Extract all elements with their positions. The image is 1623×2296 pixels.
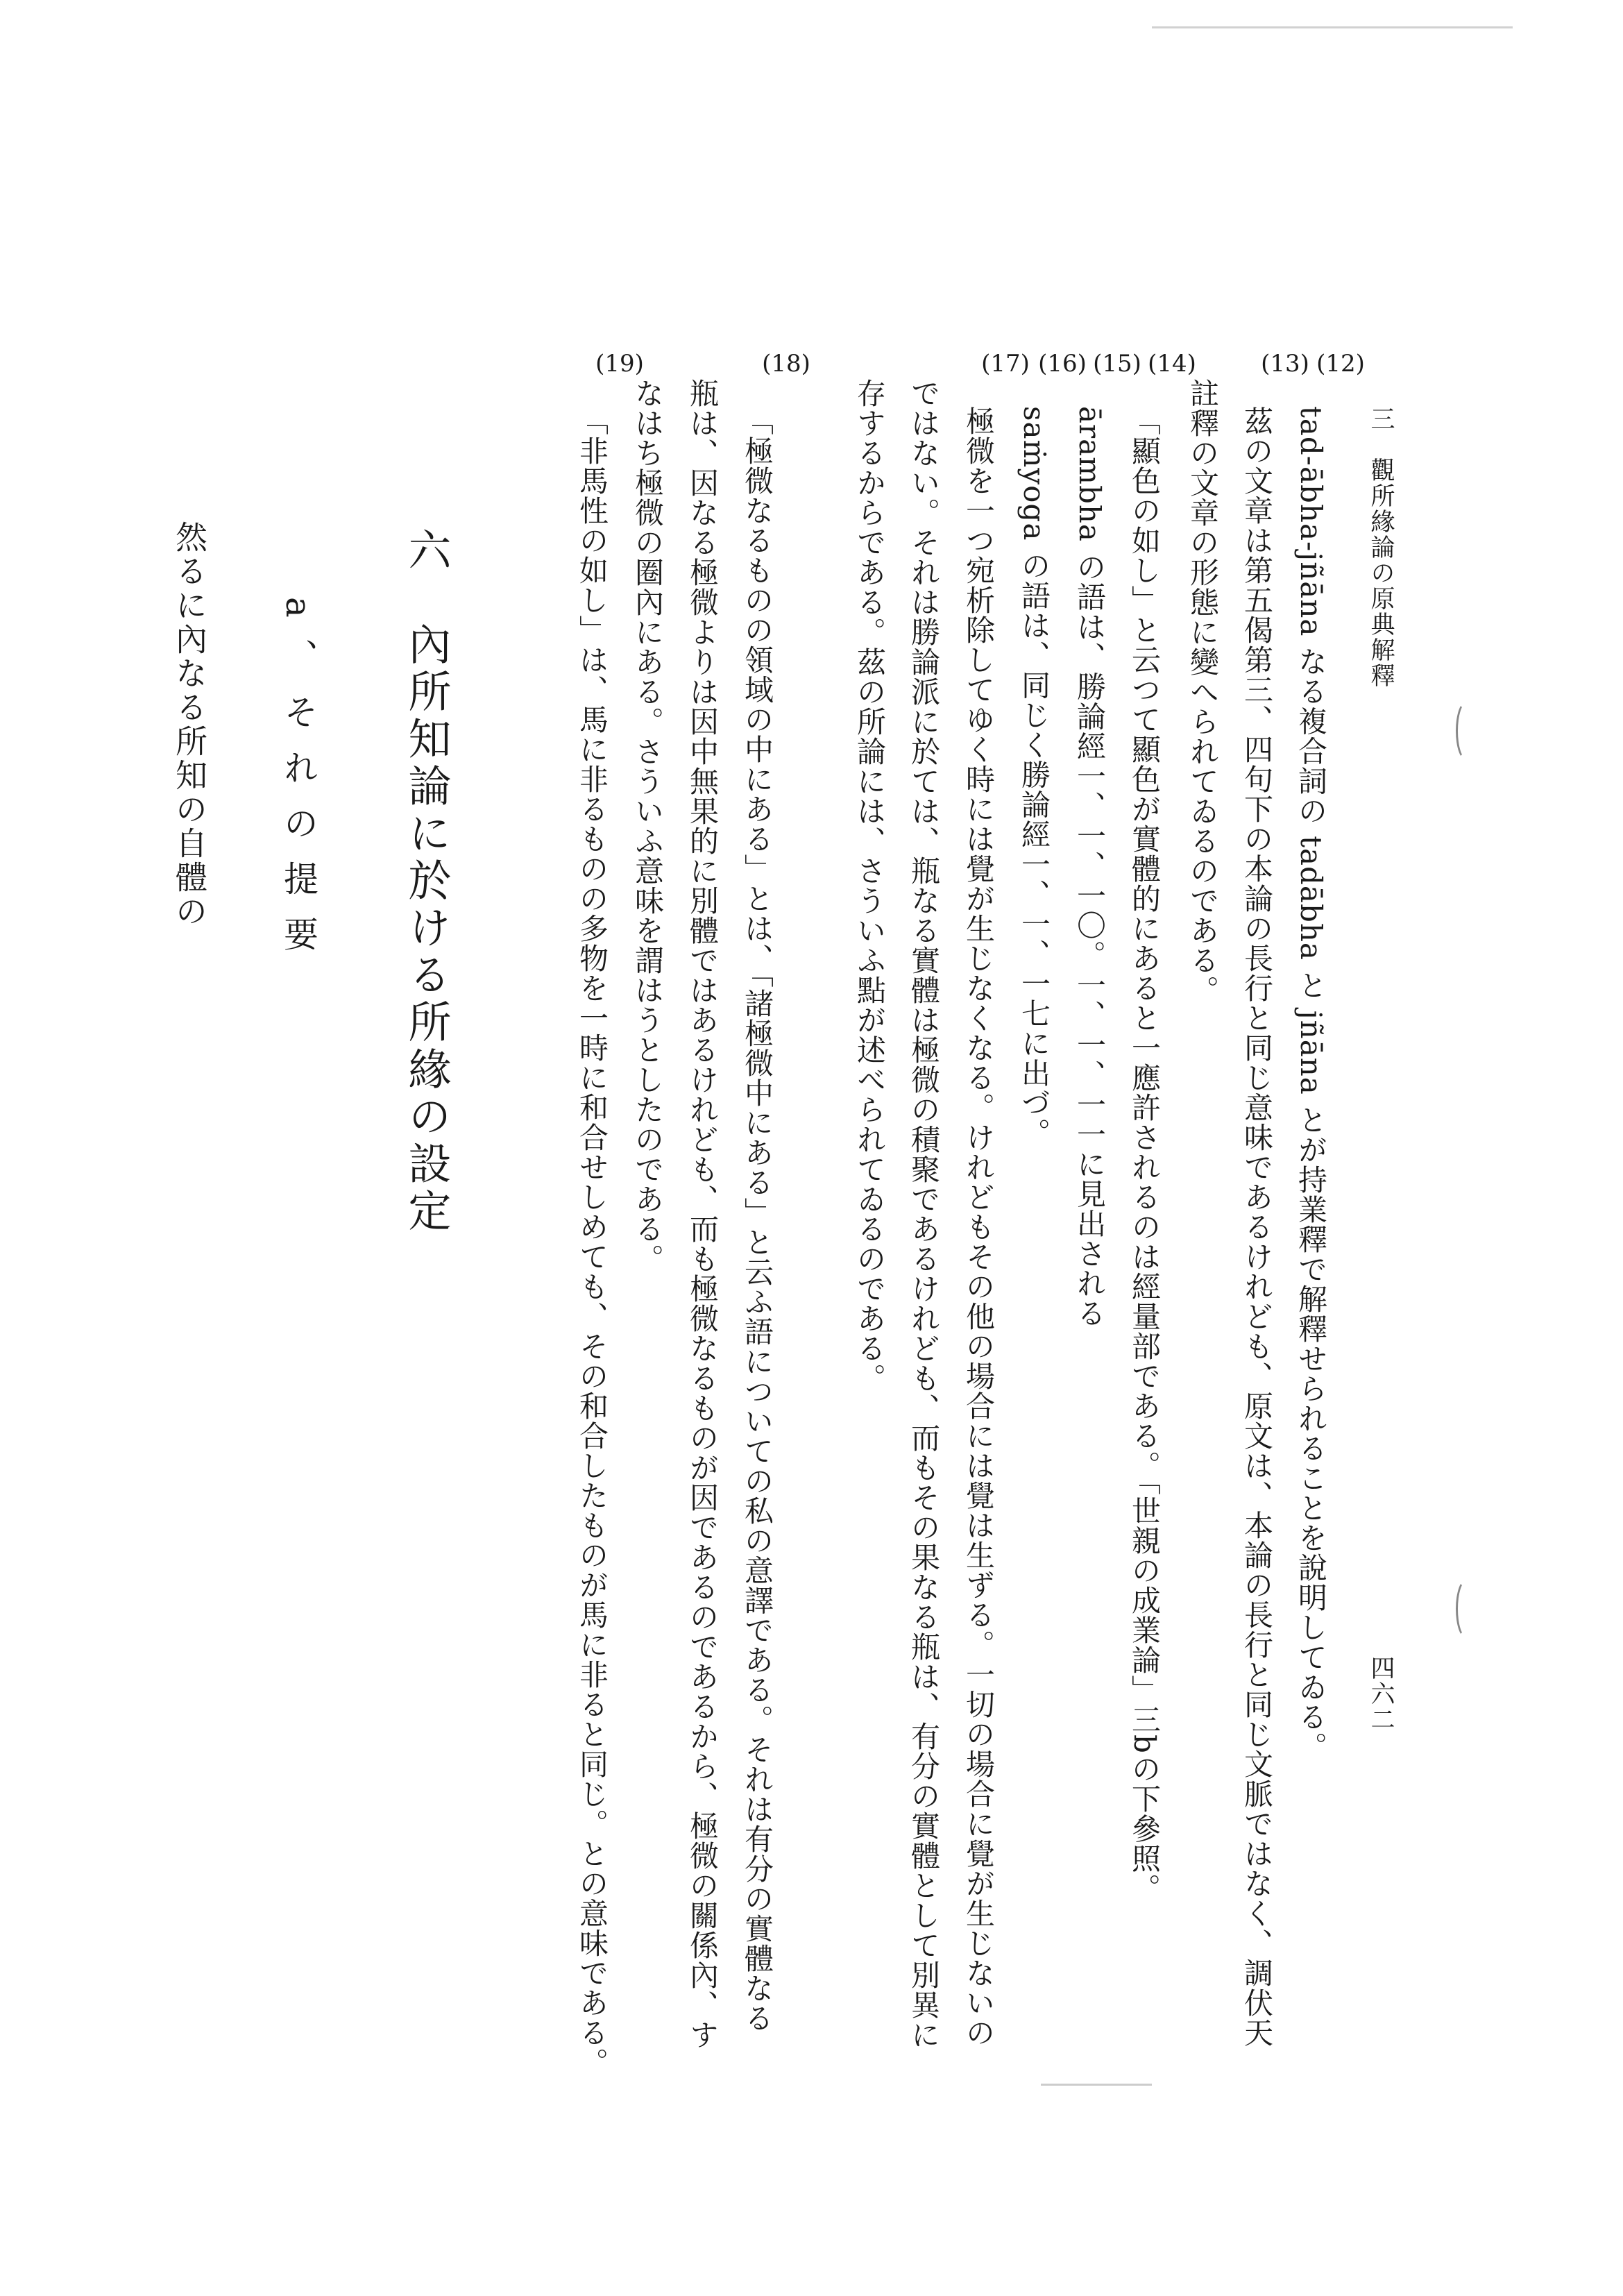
- note-number: (16): [1038, 350, 1087, 378]
- note-number: (14): [1148, 350, 1196, 378]
- punch-mark-lower: [1456, 1579, 1477, 1639]
- note-18-line-2: 瓶は、因なる極微よりは因中無果的に別體ではあるけれども、而も極微なるものが因であるのであるから、極微の關係內、す: [686, 378, 720, 2050]
- section-title: 六 內所知論に於ける所緣の設定: [401, 527, 452, 1235]
- note-12-line-1: tad-ābha-jñāna なる複合詞の tadābha と jñāna とが持業釋で解釋せられることを說明してゐる。: [1294, 406, 1328, 1762]
- note-number: (12): [1316, 350, 1365, 378]
- page-number: 四六二: [1367, 1655, 1395, 1732]
- scan-mark-bottom: [1041, 2084, 1152, 2086]
- note-13-line-1: 茲の文章は第五偈第三、四句下の本論の長行と同じ意味であるけれども、原文は、本論の長行と同じ文脈ではなく、調伏天: [1240, 406, 1274, 2048]
- running-header: 三 觀所緣論の原典解釋: [1367, 406, 1395, 689]
- note-number: (18): [762, 350, 810, 378]
- note-19-line-1: 「非馬性の如し」は、馬に非るものの多物を一時に和合せしめても、その和合したものが馬に非ると同じ。との意味である。: [575, 406, 609, 2077]
- note-17-line-1: 極微を一つ宛析除してゆく時には覺が生じなくなる。けれどもその他の場合には覺は生ずる。一切の場合に覺が生じないの: [962, 406, 996, 2048]
- note-17-line-2: ではない。それは勝論派に於ては、瓶なる實體は極微の積聚であるけれども、而もその果なる瓶は、有分の實體として別異に: [907, 378, 941, 2050]
- note-number: (17): [981, 350, 1030, 378]
- note-number: (15): [1093, 350, 1141, 378]
- scan-mark-top: [1152, 26, 1513, 28]
- note-13-line-2: 註釋の文章の形態に變へられてゐるのである。: [1186, 378, 1220, 1005]
- note-18-line-3: なはち極微の圈內にある。さういふ意味を謂はうとしたのである。: [631, 378, 665, 1274]
- subheading: a、それの提要: [278, 597, 318, 972]
- note-15-line-1: ārambha の語は、勝論經一、一、一〇。一、一、一一に見出される: [1073, 406, 1107, 1328]
- punch-mark-upper: [1456, 701, 1477, 761]
- note-16-line-1: saṁyoga の語は、同じく勝論經一、一、一七に出づ。: [1017, 406, 1051, 1148]
- note-14-line-1: 「顯色の如し」と云つて顯色が實體的にあると一應許されるのは經量部である。「世親の成業論」三bの下參照。: [1128, 406, 1162, 1903]
- note-number: (19): [595, 350, 644, 378]
- note-17-line-3: 存するからである。茲の所論には、さういふ點が述べられてゐるのである。: [853, 378, 887, 1393]
- main-text-line-1: 然るに內なる所知の自體の: [171, 521, 208, 929]
- note-18-line-1: 「極微なるものの領域の中にある」とは、「諸極微中にある」と云ふ語についての私の意譯である。それは有分の實體なる: [740, 406, 774, 2033]
- note-number: (13): [1261, 350, 1309, 378]
